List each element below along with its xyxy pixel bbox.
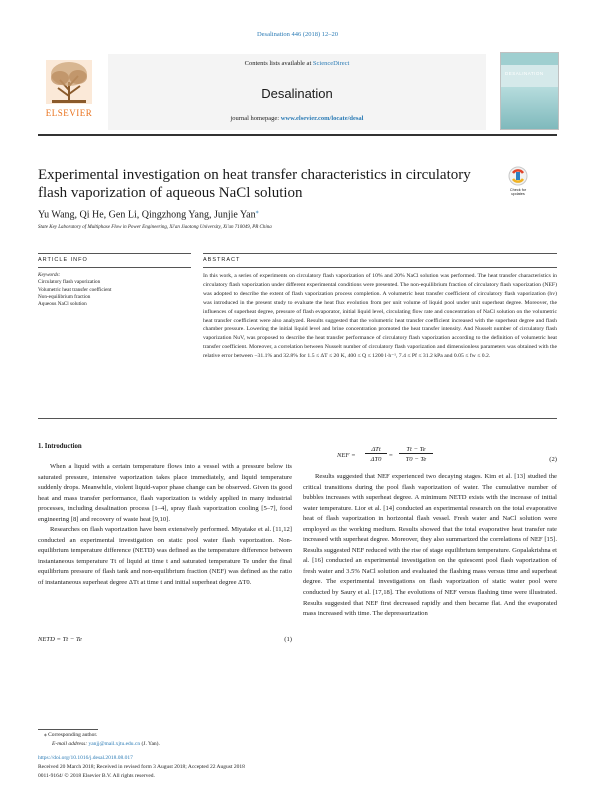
doi-link[interactable]: https://doi.org/10.1016/j.desal.2018.08.017 xyxy=(38,755,133,761)
cover-image xyxy=(501,87,558,129)
article-info-heading: ARTICLE INFO xyxy=(38,257,88,263)
badge-line-2: updates xyxy=(511,192,525,196)
intro-paragraph-2: Researches on flash vaporization have been extensively performed. Miyatake et al. [11,12] conducted an experimental investigation on static pool water flash vaporization. Non-equilibrium temperature difference (NETD) was defined as the temperature difference between instantaneous temperature Tt of liquid at time t and saturated temperature Te under the final equilibrium pressure of flash tank and non-equilibrium fraction (NEF) was defined as the ratio of instantaneous superheat degree ΔTt at time t and initial superheat degree ΔT0. xyxy=(38,526,292,587)
journal-cover-thumbnail[interactable] xyxy=(500,52,559,130)
equation-2-frac1-den: ΔT0 xyxy=(370,456,382,463)
keyword-item: Aqueous NaCl solution xyxy=(38,301,87,308)
received-dates: Received 20 March 2018; Received in revised form 3 August 2018; Accepted 22 August 2018 xyxy=(38,764,245,770)
equation-2-number: (2) xyxy=(549,456,557,463)
keywords-block xyxy=(38,272,111,308)
section-heading-introduction: 1. Introduction xyxy=(38,443,82,450)
elsevier-logo[interactable] xyxy=(38,56,100,120)
homepage-label: journal homepage: xyxy=(230,115,281,122)
article-title: Experimental investigation on heat transfer characteristics in circulatory flash vaporization of aqueous NaCl solution xyxy=(38,167,471,201)
journal-homepage xyxy=(108,115,486,122)
footnote-rule xyxy=(38,729,98,730)
equation-1-body: NETD = Tt − Te xyxy=(38,636,82,643)
corresponding-author-mark[interactable]: ⁎ xyxy=(255,209,259,215)
email-line xyxy=(52,741,160,749)
abstract-rule xyxy=(203,267,557,268)
keyword-item: Volumetric heat transfer coefficient xyxy=(38,286,112,293)
equation-2-frac2-num: Tt − Te xyxy=(399,446,433,454)
keywords-label: Keywords: xyxy=(38,272,61,278)
cover-title: DESALINATION xyxy=(505,71,544,76)
abstract-heading: ABSTRACT xyxy=(203,257,241,263)
check-updates-icon xyxy=(503,166,533,188)
equation-2-frac1-num: ΔTt xyxy=(365,446,387,454)
abstract-text: In this work, a series of experiments on circulatory flash vaporization of 10% and 20% NaCl solution was performed. The heat transfer characteristics in circulatory flash vaporization under different experimental conditions were presented. The non-equilibrium fraction of circulatory flash vaporization (NEF) was adopted to describe the extent of flash vaporization process completion. A volumetric heat transfer coefficient of circulatory flash vaporization (hv) was introduced in the present study to evaluate the heat flux evolution from per unit volume of liquid pool under unit superheat degree. Moreover, the influences of superheat degree, pressure of flash evaporator, initial liquid level, circulating flow rate and concentration of NaCl solution on the volumetric heat transfer coefficient were also analyzed. Results suggested that the volumetric heat transfer coefficient increased with the superheat degree and flash chamber pressure. Lowering the initial liquid level and brine concentration promoted the heat transfer intensity. And Nusselt number of circulatory flash vaporization NuV, was proposed to describe the heat transfer performance of circulatory flash vaporization according to the definition of volumetric heat transfer coefficient. Moreover, a correlation between Nusselt number of circulatory flash vaporization and dimensionless parameters was obtained with the relative error between −31.1% and 32.8% for 1.5 ≤ ΔT ≤ 20 K, 400 ≤ Q ≤ 1200 l·h⁻¹, 7.4 ≤ Pf ≤ 31.2 kPa and 0.05 ≤ fw ≤ 0.2. xyxy=(203,273,557,360)
elsevier-wordmark: ELSEVIER xyxy=(45,108,93,118)
header-rule xyxy=(38,134,557,136)
badge-line-1: Check for xyxy=(509,188,527,192)
email-label: E-mail address: xyxy=(52,741,89,747)
cover-band xyxy=(501,53,558,65)
equation-2-frac2-den: T0 − Te xyxy=(405,456,427,463)
homepage-link[interactable]: www.elsevier.com/locate/desal xyxy=(280,115,364,122)
right-paragraph-1: Results suggested that NEF experienced two decaying stages. Kim et al. [13] studied the critical transitions during the pool flash vaporization of water. The cumulative number of bubbles increases with superheat degree. A minimum NETD exists with the increase of initial water temperature. Lior et al. [14] conducted an experimental research on the total evaporative heat of flash vaporization in horizontal flash vessel. Fresh water and NaCl solution were employed as the working medium. Results showed that the total evaporative heat transfer rate increased with superheat degree. Moreover, they also summarized the correlations of NEF [15]. Results suggested NEF reduced with the rise of stage equilibrium temperature. Gopalakrishna et al. [16] conducted an experimental investigation on the quiescent pool flash vaporization of fresh water and 3.5% NaCl solution and evaluated the flashing mass versus time and superheat degree. The experimental investigations on flash vaporization of static water pool were conducted by Saury et al. [17,18]. The evolutions of NEF versus flashing time were illustrated. Results suggested that NEF first decreased rapidly and then became flat. And the evaporated mass increased with time. The depressurization xyxy=(303,473,557,618)
check-for-updates-badge[interactable] xyxy=(503,166,533,196)
affiliation: State Key Laboratory of Multiphase Flow in Power Engineering, Xi'an Jiaotong University, Xi'an 710049, PR China xyxy=(38,225,272,230)
copyright-line: 0011-9164/ © 2018 Elsevier B.V. All rights reserved. xyxy=(38,773,155,779)
keyword-item: Circulatory flash vaporization xyxy=(38,279,101,286)
intro-paragraph-1: When a liquid with a certain temperature flows into a vessel with a pressure below its saturated pressure, intensive vaporization takes place immediately, and liquid temperature suddenly drops. Meanwhile, violent liquid-vapor phase change can be observed. Given its good heat and mass transfer performance, flash vaporization is widely applied in many industrial processes, including desalination process [1–4], spray flash vaporization cooling [5–7], food engineering [8] and recovery of waste heat [9,10]. xyxy=(38,463,292,523)
email-link[interactable]: yanjj@mail.xjtu.edu.cn xyxy=(88,741,141,747)
left-column xyxy=(38,462,292,589)
right-column xyxy=(303,472,557,620)
contents-prefix: Contents lists available at xyxy=(244,60,313,67)
keyword-item: Non-equilibrium fraction xyxy=(38,293,91,300)
authors: Yu Wang, Qi He, Gen Li, Qingzhong Yang, Junjie Yan xyxy=(38,209,256,221)
contents-line xyxy=(108,60,486,67)
article-info-rule-top xyxy=(38,253,191,254)
abstract-rule-top xyxy=(203,253,557,254)
corresponding-author-note: ⁎ Corresponding author. xyxy=(44,732,98,738)
equation-2-lhs: NEF = xyxy=(337,452,356,459)
email-suffix: (J. Yan). xyxy=(140,741,160,747)
journal-name: Desalination xyxy=(261,86,333,101)
sciencedirect-link[interactable]: ScienceDirect xyxy=(312,60,350,67)
article-info-rule xyxy=(38,267,191,268)
author-list xyxy=(38,208,259,220)
equation-2: NEF = ΔTt ΔT0 = Tt − Te T0 − Te (2) xyxy=(337,446,557,463)
equation-1-number: (1) xyxy=(284,636,292,643)
journal-citation[interactable]: Desalination 446 (2018) 12–20 xyxy=(256,31,339,38)
abstract-rule-bottom xyxy=(38,418,557,419)
equation-1 xyxy=(38,636,292,643)
